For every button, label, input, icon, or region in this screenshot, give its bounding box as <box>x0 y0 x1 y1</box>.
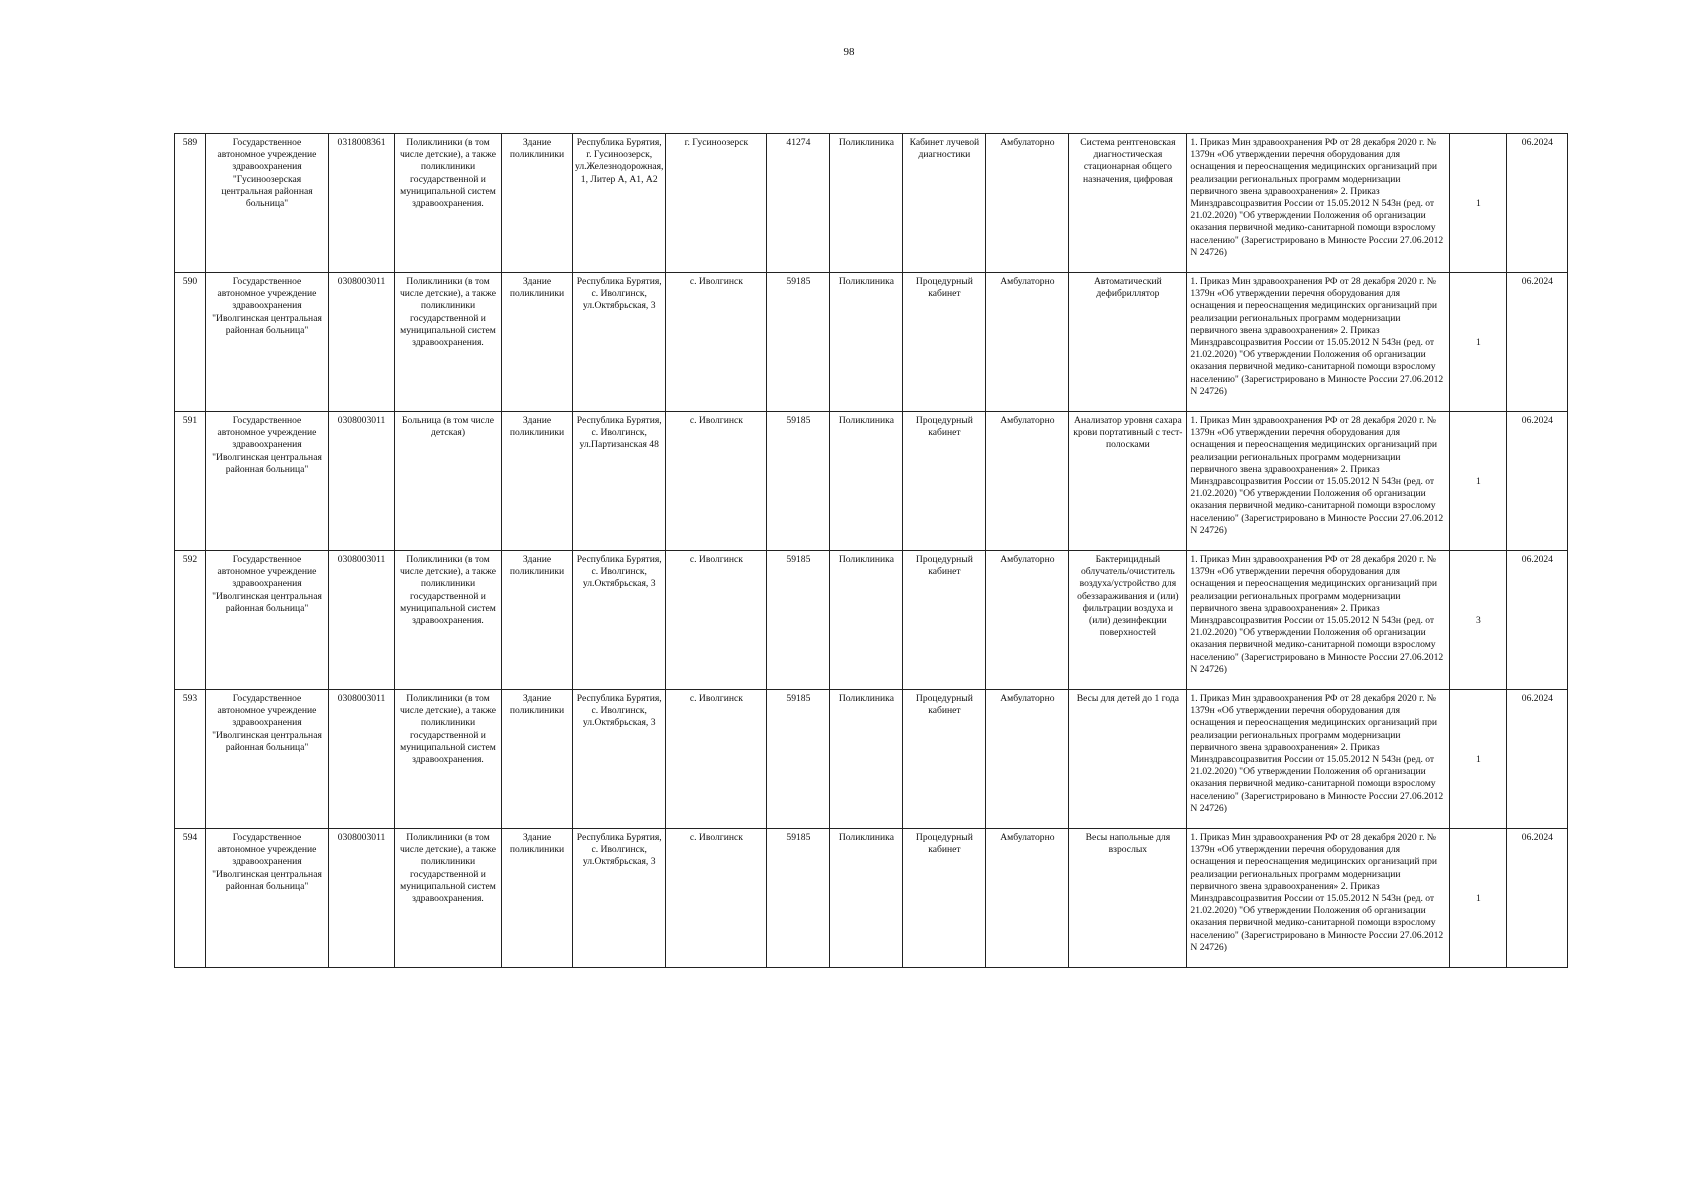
address-cell: Республика Бурятия, с. Иволгинск, ул.Октябрьская, 3 <box>573 551 666 690</box>
row-number-cell: 590 <box>175 273 206 412</box>
facility-type-cell: Поликлиники (в том числе детские), а также поликлиники государственной и муниципальной систем здравоохранения. <box>395 829 502 968</box>
unit-cell: Поликлиника <box>830 829 903 968</box>
oktmo-cell: 59185 <box>767 551 830 690</box>
room-cell: Кабинет лучевой диагностики <box>903 134 986 273</box>
care-type-cell: Амбулаторно <box>986 134 1069 273</box>
legal-basis-cell: 1. Приказ Мин здравоохранения РФ от 28 декабря 2020 г. № 1379н «Об утверждении перечня оборудования для оснащения и переоснащения медицинских организаций при реализации региональных программ модернизации первичного звена здравоохранения» 2. Приказ Минздравсоцразвития России от 15.05.2012 N 543н (ред. от 21.02.2020) "Об утверждении Положения об организации оказания первичной медико-санитарной помощи взрослому населению" (Зарегистрировано в Минюсте России 27.06.2012 N 24726) <box>1187 551 1450 690</box>
unit-cell: Поликлиника <box>830 551 903 690</box>
oktmo-cell: 59185 <box>767 829 830 968</box>
settlement-cell: г. Гусиноозерск <box>666 134 767 273</box>
legal-basis-cell: 1. Приказ Мин здравоохранения РФ от 28 декабря 2020 г. № 1379н «Об утверждении перечня оборудования для оснащения и переоснащения медицинских организаций при реализации региональных программ модернизации первичного звена здравоохранения» 2. Приказ Минздравсоцразвития России от 15.05.2012 N 543н (ред. от 21.02.2020) "Об утверждении Положения об организации оказания первичной медико-санитарной помощи взрослому населению" (Зарегистрировано в Минюсте России 27.06.2012 N 24726) <box>1187 412 1450 551</box>
date-cell: 06.2024 <box>1507 134 1568 273</box>
date-cell: 06.2024 <box>1507 273 1568 412</box>
row-number-cell: 592 <box>175 551 206 690</box>
address-cell: Республика Бурятия, с. Иволгинск, ул.Октябрьская, 3 <box>573 829 666 968</box>
equipment-cell: Весы для детей до 1 года <box>1069 690 1187 829</box>
organization-code-cell: 0308003011 <box>329 551 395 690</box>
building-cell: Здание поликлиники <box>502 273 573 412</box>
organization-cell: Государственное автономное учреждение здравоохранения "Гусиноозерская центральная районная больница" <box>206 134 329 273</box>
equipment-cell: Анализатор уровня сахара крови портативный с тест-полосками <box>1069 412 1187 551</box>
care-type-cell: Амбулаторно <box>986 273 1069 412</box>
address-cell: Республика Бурятия, с. Иволгинск, ул.Октябрьская, 3 <box>573 690 666 829</box>
address-cell: Республика Бурятия, с. Иволгинск, ул.Партизанская 48 <box>573 412 666 551</box>
building-cell: Здание поликлиники <box>502 690 573 829</box>
building-cell: Здание поликлиники <box>502 551 573 690</box>
legal-basis-cell: 1. Приказ Мин здравоохранения РФ от 28 декабря 2020 г. № 1379н «Об утверждении перечня оборудования для оснащения и переоснащения медицинских организаций при реализации региональных программ модернизации первичного звена здравоохранения» 2. Приказ Минздравсоцразвития России от 15.05.2012 N 543н (ред. от 21.02.2020) "Об утверждении Положения об организации оказания первичной медико-санитарной помощи взрослому населению" (Зарегистрировано в Минюсте России 27.06.2012 N 24726) <box>1187 690 1450 829</box>
page-number: 98 <box>843 46 855 58</box>
equipment-cell: Автоматический дефибриллятор <box>1069 273 1187 412</box>
row-number-cell: 594 <box>175 829 206 968</box>
address-cell: Республика Бурятия, с. Иволгинск, ул.Октябрьская, 3 <box>573 273 666 412</box>
facility-type-cell: Поликлиники (в том числе детские), а также поликлиники государственной и муниципальной систем здравоохранения. <box>395 690 502 829</box>
row-number-cell: 593 <box>175 690 206 829</box>
equipment-cell: Система рентгеновская диагностическая стационарная общего назначения, цифровая <box>1069 134 1187 273</box>
oktmo-cell: 41274 <box>767 134 830 273</box>
room-cell: Процедурный кабинет <box>903 273 986 412</box>
building-cell: Здание поликлиники <box>502 412 573 551</box>
settlement-cell: с. Иволгинск <box>666 690 767 829</box>
table-row <box>175 551 1568 690</box>
facility-type-cell: Поликлиники (в том числе детские), а также поликлиники государственной и муниципальной систем здравоохранения. <box>395 273 502 412</box>
facility-type-cell: Поликлиники (в том числе детские), а также поликлиники государственной и муниципальной систем здравоохранения. <box>395 551 502 690</box>
organization-cell: Государственное автономное учреждение здравоохранения "Иволгинская центральная районная больница" <box>206 273 329 412</box>
table-row <box>175 412 1568 551</box>
building-cell: Здание поликлиники <box>502 134 573 273</box>
quantity-cell: 1 <box>1450 134 1507 273</box>
organization-cell: Государственное автономное учреждение здравоохранения "Иволгинская центральная районная больница" <box>206 829 329 968</box>
building-cell: Здание поликлиники <box>502 829 573 968</box>
room-cell: Процедурный кабинет <box>903 690 986 829</box>
care-type-cell: Амбулаторно <box>986 690 1069 829</box>
unit-cell: Поликлиника <box>830 690 903 829</box>
organization-code-cell: 0318008361 <box>329 134 395 273</box>
legal-basis-cell: 1. Приказ Мин здравоохранения РФ от 28 декабря 2020 г. № 1379н «Об утверждении перечня оборудования для оснащения и переоснащения медицинских организаций при реализации региональных программ модернизации первичного звена здравоохранения» 2. Приказ Минздравсоцразвития России от 15.05.2012 N 543н (ред. от 21.02.2020) "Об утверждении Положения об организации оказания первичной медико-санитарной помощи взрослому населению" (Зарегистрировано в Минюсте России 27.06.2012 N 24726) <box>1187 134 1450 273</box>
quantity-cell: 1 <box>1450 829 1507 968</box>
room-cell: Процедурный кабинет <box>903 412 986 551</box>
organization-cell: Государственное автономное учреждение здравоохранения "Иволгинская центральная районная больница" <box>206 551 329 690</box>
table-row <box>175 690 1568 829</box>
row-number-cell: 589 <box>175 134 206 273</box>
table-row <box>175 273 1568 412</box>
room-cell: Процедурный кабинет <box>903 551 986 690</box>
organization-cell: Государственное автономное учреждение здравоохранения "Иволгинская центральная районная больница" <box>206 412 329 551</box>
facility-type-cell: Поликлиники (в том числе детские), а также поликлиники государственной и муниципальной систем здравоохранения. <box>395 134 502 273</box>
oktmo-cell: 59185 <box>767 273 830 412</box>
equipment-cell: Бактерицидный облучатель/очиститель воздуха/устройство для обеззараживания и (или) фильтрации воздуха и (или) дезинфекции поверхностей <box>1069 551 1187 690</box>
date-cell: 06.2024 <box>1507 412 1568 551</box>
equipment-table <box>174 133 1568 968</box>
date-cell: 06.2024 <box>1507 551 1568 690</box>
settlement-cell: с. Иволгинск <box>666 273 767 412</box>
legal-basis-cell: 1. Приказ Мин здравоохранения РФ от 28 декабря 2020 г. № 1379н «Об утверждении перечня оборудования для оснащения и переоснащения медицинских организаций при реализации региональных программ модернизации первичного звена здравоохранения» 2. Приказ Минздравсоцразвития России от 15.05.2012 N 543н (ред. от 21.02.2020) "Об утверждении Положения об организации оказания первичной медико-санитарной помощи взрослому населению" (Зарегистрировано в Минюсте России 27.06.2012 N 24726) <box>1187 273 1450 412</box>
settlement-cell: с. Иволгинск <box>666 551 767 690</box>
unit-cell: Поликлиника <box>830 134 903 273</box>
care-type-cell: Амбулаторно <box>986 829 1069 968</box>
unit-cell: Поликлиника <box>830 273 903 412</box>
unit-cell: Поликлиника <box>830 412 903 551</box>
oktmo-cell: 59185 <box>767 412 830 551</box>
organization-code-cell: 0308003011 <box>329 273 395 412</box>
oktmo-cell: 59185 <box>767 690 830 829</box>
date-cell: 06.2024 <box>1507 690 1568 829</box>
settlement-cell: с. Иволгинск <box>666 829 767 968</box>
organization-code-cell: 0308003011 <box>329 690 395 829</box>
facility-type-cell: Больница (в том числе детская) <box>395 412 502 551</box>
organization-code-cell: 0308003011 <box>329 412 395 551</box>
table-row <box>175 134 1568 273</box>
address-cell: Республика Бурятия, г. Гусиноозерск, ул.Железнодорожная, 1, Литер А, А1, А2 <box>573 134 666 273</box>
date-cell: 06.2024 <box>1507 829 1568 968</box>
care-type-cell: Амбулаторно <box>986 412 1069 551</box>
organization-cell: Государственное автономное учреждение здравоохранения "Иволгинская центральная районная больница" <box>206 690 329 829</box>
room-cell: Процедурный кабинет <box>903 829 986 968</box>
row-number-cell: 591 <box>175 412 206 551</box>
legal-basis-cell: 1. Приказ Мин здравоохранения РФ от 28 декабря 2020 г. № 1379н «Об утверждении перечня оборудования для оснащения и переоснащения медицинских организаций при реализации региональных программ модернизации первичного звена здравоохранения» 2. Приказ Минздравсоцразвития России от 15.05.2012 N 543н (ред. от 21.02.2020) "Об утверждении Положения об организации оказания первичной медико-санитарной помощи взрослому населению" (Зарегистрировано в Минюсте России 27.06.2012 N 24726) <box>1187 829 1450 968</box>
quantity-cell: 1 <box>1450 690 1507 829</box>
equipment-cell: Весы напольные для взрослых <box>1069 829 1187 968</box>
table-row <box>175 829 1568 968</box>
organization-code-cell: 0308003011 <box>329 829 395 968</box>
quantity-cell: 1 <box>1450 273 1507 412</box>
care-type-cell: Амбулаторно <box>986 551 1069 690</box>
settlement-cell: с. Иволгинск <box>666 412 767 551</box>
quantity-cell: 3 <box>1450 551 1507 690</box>
quantity-cell: 1 <box>1450 412 1507 551</box>
